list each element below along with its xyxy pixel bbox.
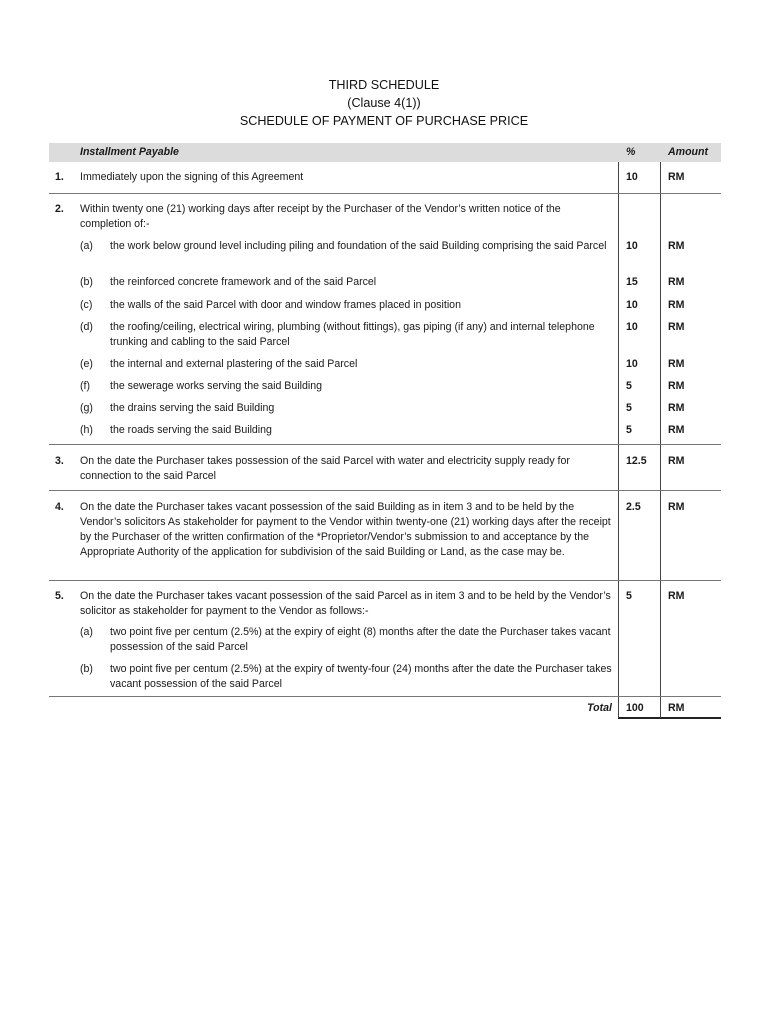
item-text-content: Within twenty one (21) working days after receipt by the Purchaser of the Vendor’s written notice of the completion of:- bbox=[80, 203, 561, 230]
item-percent: 10 bbox=[618, 162, 660, 193]
sub-row-2d bbox=[49, 313, 721, 350]
sub-letter: (d) bbox=[80, 321, 93, 333]
sub-text: the reinforced concrete framework and of the said Parcel bbox=[110, 276, 377, 288]
sub-text: the sewerage works serving the said Building bbox=[110, 380, 322, 392]
table-row-item-1 bbox=[49, 162, 721, 194]
column-header-amount: Amount bbox=[660, 143, 721, 162]
item-text: On the date the Purchaser takes vacant possession of the said Building as in item 3 and to be held by the Vendor’s solicitors As stakeholder for payment to the Vendor within twenty-one (21) working days after the receipt by the Purchaser of the written confirmation of the *Proprietor/Vendor’s submission to and acceptance by the Appropriate Authority of the application for subdivision of the said Building or Land, as the case may be. bbox=[80, 501, 611, 558]
item-text: Immediately upon the signing of this Agreement bbox=[80, 171, 304, 183]
total-label: Total bbox=[587, 701, 612, 714]
sub-row-2g bbox=[49, 394, 721, 416]
total-amount: RM bbox=[660, 697, 721, 719]
table-header-row bbox=[49, 143, 721, 162]
sub-text: the drains serving the said Building bbox=[110, 402, 275, 414]
sub-amount: RM bbox=[660, 231, 721, 268]
sub-row-2b bbox=[49, 268, 721, 291]
sub-letter: (f) bbox=[80, 380, 90, 392]
sub-amount: RM bbox=[660, 313, 721, 350]
sub-amount: RM bbox=[660, 416, 721, 444]
sub-row-5b bbox=[49, 655, 721, 696]
item-amount: RM bbox=[660, 491, 721, 580]
sub-text: two point five per centum (2.5%) at the expiry of twenty-four (24) months after the date the Purchaser takes vacant possession of the said Parcel bbox=[110, 663, 612, 690]
sub-percent: 10 bbox=[618, 350, 660, 372]
sub-letter: (c) bbox=[80, 299, 93, 311]
sub-text: the roads serving the said Building bbox=[110, 424, 272, 436]
item-number: 4. bbox=[55, 501, 64, 513]
sub-letter: (h) bbox=[80, 424, 93, 436]
sub-text: two point five per centum (2.5%) at the expiry of eight (8) months after the date the Purchaser takes vacant possession of the said Parcel bbox=[110, 626, 611, 653]
sub-row-2a bbox=[49, 231, 721, 268]
table-row-item-3 bbox=[49, 445, 721, 491]
item-amount: RM bbox=[660, 581, 721, 618]
sub-row-2c bbox=[49, 291, 721, 313]
sub-amount: RM bbox=[660, 350, 721, 372]
sub-percent: 10 bbox=[618, 231, 660, 268]
item-amount: RM bbox=[660, 162, 721, 193]
sub-row-2f bbox=[49, 372, 721, 394]
item-number: 5. bbox=[55, 590, 64, 602]
sub-text: the roofing/ceiling, electrical wiring, plumbing (without fittings), gas piping (if any) and internal telephone trunking and cabling to the said Parcel bbox=[110, 321, 595, 348]
sub-percent: 5 bbox=[618, 372, 660, 394]
clause-reference: (Clause 4(1)) bbox=[347, 96, 421, 110]
sub-letter: (g) bbox=[80, 402, 93, 414]
sub-text: the walls of the said Parcel with door and window frames placed in position bbox=[110, 299, 461, 311]
table-row-item-4 bbox=[49, 491, 721, 581]
item-number: 1. bbox=[55, 171, 64, 183]
schedule-subtitle: SCHEDULE OF PAYMENT OF PURCHASE PRICE bbox=[239, 114, 529, 128]
sub-percent: 10 bbox=[618, 313, 660, 350]
column-header-percent: % bbox=[618, 143, 660, 162]
sub-amount: RM bbox=[660, 372, 721, 394]
sub-percent: 5 bbox=[618, 394, 660, 416]
item-percent: 5 bbox=[618, 581, 660, 618]
sub-letter: (e) bbox=[80, 358, 93, 370]
column-header-installment: Installment Payable bbox=[80, 146, 179, 158]
total-percent: 100 bbox=[618, 697, 660, 719]
table-row-item-5 bbox=[49, 581, 721, 697]
sub-percent: 10 bbox=[618, 291, 660, 313]
item-text: On the date the Purchaser takes vacant possession of the said Parcel as in item 3 and to be held by the Vendor’s solicitor as stakeholder for payment to the Vendor as follows:- bbox=[80, 590, 611, 617]
item-text: On the date the Purchaser takes possession of the said Parcel with water and electricity supply ready for connection to the said Parcel bbox=[80, 455, 570, 482]
sub-letter: (b) bbox=[80, 663, 93, 675]
sub-row-2h bbox=[49, 416, 721, 444]
sub-row-2e bbox=[49, 350, 721, 372]
sub-row-5a bbox=[49, 618, 721, 655]
sub-letter: (a) bbox=[80, 626, 93, 638]
sub-letter: (b) bbox=[80, 276, 93, 288]
sub-percent: 15 bbox=[618, 268, 660, 291]
payment-schedule-table bbox=[49, 143, 721, 719]
item-number: 2. bbox=[55, 203, 64, 215]
sub-amount: RM bbox=[660, 291, 721, 313]
item-percent: 12.5 bbox=[618, 445, 660, 490]
item-percent: 2.5 bbox=[618, 491, 660, 580]
sub-percent: 5 bbox=[618, 416, 660, 444]
table-row-item-2 bbox=[49, 194, 721, 445]
sub-text: the internal and external plastering of the said Parcel bbox=[110, 358, 358, 370]
sub-amount: RM bbox=[660, 268, 721, 291]
item-amount: RM bbox=[660, 445, 721, 490]
total-row bbox=[49, 697, 721, 719]
sub-letter: (a) bbox=[80, 240, 93, 252]
sub-text: the work below ground level including piling and foundation of the said Building comprising the said Parcel bbox=[110, 240, 607, 252]
sub-amount: RM bbox=[660, 394, 721, 416]
document-header bbox=[0, 76, 768, 130]
item-number: 3. bbox=[55, 455, 64, 467]
item-text bbox=[76, 194, 618, 230]
schedule-title: THIRD SCHEDULE bbox=[328, 78, 440, 92]
